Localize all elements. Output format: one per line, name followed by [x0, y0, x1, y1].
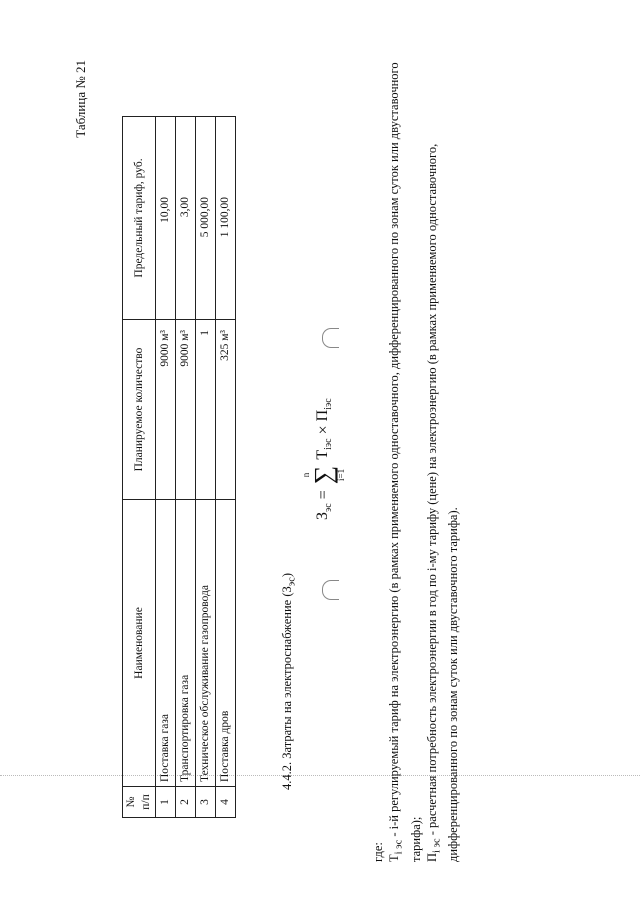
- row-name: Поставка газа: [156, 500, 176, 787]
- section-title-subscript: эс: [286, 577, 298, 587]
- header-number: № п/п: [123, 787, 156, 818]
- formula-tariff-term: [314, 438, 334, 459]
- row-tariff: 10,00: [156, 117, 176, 320]
- definition-consumption-text: - расчетная потребность электроэнергии в год по i-му тарифу (цене) на электроэнергию (в рамках применяемого одноставочного, дифференцированного по зонам суток или двуставочного тарифа).: [424, 143, 460, 862]
- section-title-end: ): [280, 572, 294, 578]
- table-row: [156, 117, 176, 818]
- formula-lhs: [314, 503, 334, 520]
- row-name: Поставка дров: [216, 500, 236, 787]
- row-number: 3: [196, 787, 216, 818]
- row-number: 4: [216, 787, 236, 818]
- row-number: 2: [176, 787, 196, 818]
- formula-lhs-symbol: З: [313, 511, 331, 520]
- definition-tariff-text: - i-й регулируемый тариф на электроэнергию (в рамках применяемого одноставочного, дифференцированного по зонам суток или двуставочного тарифа);: [387, 62, 423, 862]
- definition-tariff: [386, 52, 424, 862]
- table-header-row: [123, 117, 156, 818]
- definition-consumption-symbol: П: [424, 852, 439, 862]
- sum-lower-limit: i=1: [336, 468, 346, 481]
- row-quantity: 1: [196, 320, 216, 500]
- table-caption: Таблица № 21: [73, 60, 88, 138]
- row-quantity: 325 м³: [216, 320, 236, 500]
- row-tariff: 3,00: [176, 117, 196, 320]
- table-row: [176, 117, 196, 818]
- header-tariff: Предельный тариф, руб.: [123, 117, 156, 320]
- row-quantity: 9000 м³: [156, 320, 176, 500]
- where-label: где:: [371, 842, 385, 862]
- row-name: Транспортировка газа: [176, 500, 196, 787]
- row-name: Техническое обслуживание газопровода: [196, 500, 216, 787]
- row-tariff: 5 000,00: [196, 117, 216, 320]
- sum-sign: [302, 466, 346, 485]
- definition-consumption-subscript: i эс: [431, 838, 442, 853]
- table-row: [216, 117, 236, 818]
- row-number: 1: [156, 787, 176, 818]
- electricity-cost-formula: [302, 398, 346, 520]
- formula-lhs-subscript: эс: [323, 503, 335, 512]
- formula-equals: =: [315, 490, 332, 500]
- section-heading: [280, 573, 298, 790]
- formula-tariff-symbol: Т: [313, 449, 331, 460]
- sigma-icon: ∑: [309, 465, 338, 485]
- row-quantity: 9000 м³: [176, 320, 196, 500]
- definition-consumption: [424, 52, 462, 862]
- table-row: [196, 117, 216, 818]
- formula-times: ×: [315, 425, 332, 435]
- header-quantity: Планируемое количество: [123, 320, 156, 500]
- formula-consumption-symbol: П: [313, 409, 331, 422]
- row-tariff: 1 100,00: [216, 117, 236, 320]
- formula-tariff-subscript: iэс: [323, 438, 335, 450]
- sum-upper-limit: n: [301, 472, 311, 478]
- section-title: 4.4.2. Затраты на электроснабжение (З: [280, 586, 294, 790]
- rotated-page: [40, 40, 640, 870]
- formula-consumption-term: [314, 398, 334, 421]
- tariff-table: [122, 116, 236, 818]
- formula-definitions: [370, 52, 461, 862]
- formula-consumption-subscript: iэс: [323, 398, 335, 410]
- definition-tariff-subscript: i эс: [393, 839, 405, 855]
- header-name: Наименование: [123, 500, 156, 787]
- definition-tariff-symbol: Т: [387, 854, 401, 862]
